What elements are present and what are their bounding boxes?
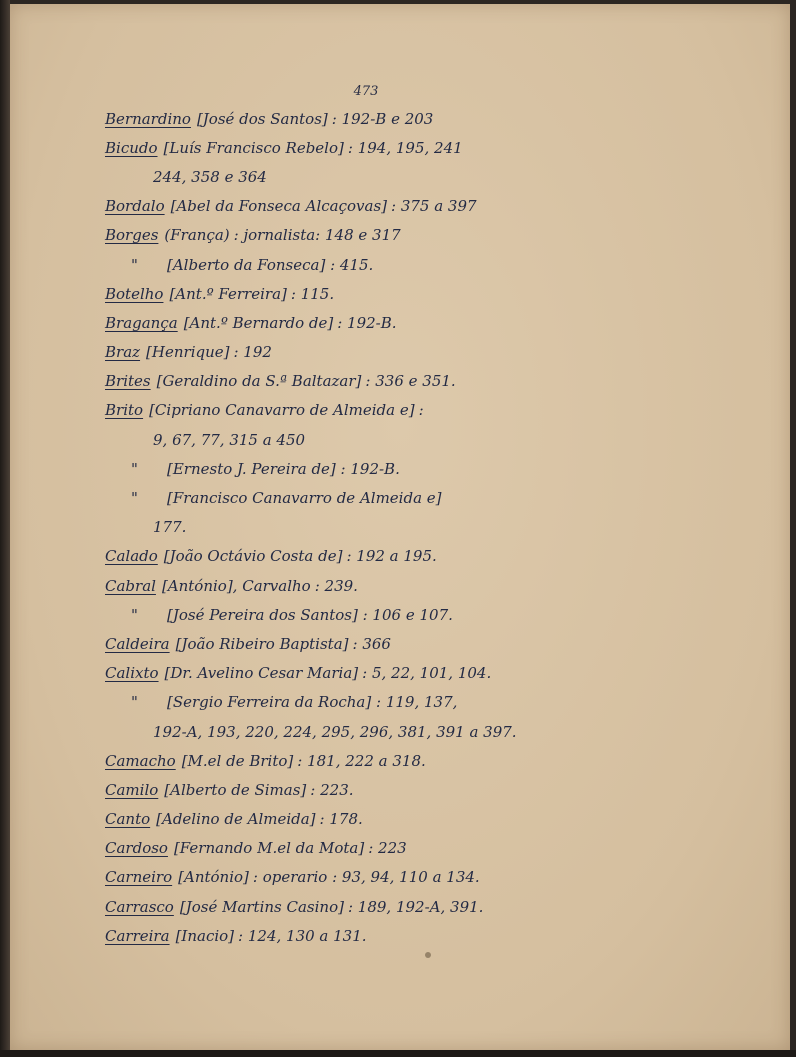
entry-given-name: [José dos Santos] — [196, 109, 328, 128]
entry-given-name: [Adelino de Almeida] — [156, 810, 316, 829]
entry-page-refs: : 192-B e 203 — [331, 109, 434, 128]
index-entry-ditto — [105, 454, 765, 483]
entry-surname: Braz — [105, 343, 141, 362]
entry-given-name: [Geraldino da S.ª Baltazar] — [156, 372, 362, 391]
entry-given-name: [Ant.º Bernardo de] — [183, 313, 334, 332]
entry-page-refs: : — [418, 401, 424, 420]
entry-given-name: [Henrique] — [146, 343, 230, 362]
entry-surname: Cardoso — [105, 839, 168, 858]
entry-given-name: (França) — [164, 226, 230, 245]
entry-page-refs: : 178. — [319, 810, 363, 829]
entry-page-refs: : 375 a 397 — [391, 197, 477, 216]
entry-given-name: [Alberto de Simas] — [164, 780, 307, 799]
entry-page-refs: : 189, 192-A, 391. — [347, 897, 484, 916]
index-entry — [105, 921, 765, 950]
entry-surname: Canto — [105, 810, 151, 829]
entry-given-name: [José Martins Casino] — [179, 897, 344, 916]
entry-given-name: [António], Carvalho — [161, 576, 311, 595]
entry-surname: Carneiro — [105, 868, 173, 887]
index-entry — [105, 775, 765, 804]
ditto-mark: " — [131, 489, 138, 508]
entry-surname: Calixto — [105, 664, 159, 683]
entry-surname: Calado — [105, 547, 158, 566]
entry-surname: Bicudo — [105, 138, 158, 157]
entry-page-refs: : 239. — [314, 576, 358, 595]
entry-given-name: [Cipriano Canavarro de Almeida e] — [149, 401, 415, 420]
book-spine-shadow — [0, 0, 10, 1057]
ditto-entry-text: [José Pereira dos Santos] : 106 e 107. — [167, 605, 453, 624]
index-entry — [105, 104, 765, 133]
page-number: 473 — [353, 84, 379, 99]
index-entry — [105, 746, 765, 775]
index-entry — [105, 863, 765, 892]
index-entry — [105, 834, 765, 863]
index-entry — [105, 367, 765, 396]
entry-surname: Carreira — [105, 926, 170, 945]
ditto-entry-text: [Francisco Canavarro de Almeida e] — [167, 489, 442, 508]
index-entry-continuation — [105, 513, 765, 542]
index-entry-continuation — [105, 425, 765, 454]
ink-spot — [425, 952, 431, 958]
index-entry-continuation — [105, 717, 765, 746]
entry-given-name: [Inacio] — [175, 926, 235, 945]
index-entry — [105, 279, 765, 308]
page-bottom-edge — [0, 1050, 796, 1057]
entry-given-name: [M.el de Brito] — [181, 751, 294, 770]
index-entry-ditto — [105, 483, 765, 512]
entry-given-name: [Dr. Avelino Cesar Maria] — [164, 664, 359, 683]
entry-surname: Borges — [105, 226, 159, 245]
entry-page-refs: : 5, 22, 101, 104. — [362, 664, 492, 683]
entry-page-refs: : 192 a 195. — [346, 547, 437, 566]
index-entry-continuation — [105, 162, 765, 191]
entry-page-refs: : 336 e 351. — [365, 372, 456, 391]
ditto-entry-text: [Alberto da Fonseca] : 415. — [167, 255, 374, 274]
entry-surname: Caldeira — [105, 634, 170, 653]
index-entry — [105, 542, 765, 571]
entry-surname: Brito — [105, 401, 144, 420]
entry-given-name: [Luís Francisco Rebelo] — [163, 138, 344, 157]
entry-page-refs: : 192-B. — [337, 313, 397, 332]
index-entry — [105, 221, 765, 250]
index-entry — [105, 659, 765, 688]
continuation-text: 192-A, 193, 220, 224, 295, 296, 381, 391 a 397. — [153, 722, 517, 741]
ditto-entry-text: [Sergio Ferreira da Rocha] : 119, 137, — [167, 693, 458, 712]
entry-given-name: [Fernando M.el da Mota] — [173, 839, 365, 858]
index-entry-ditto — [105, 688, 765, 717]
entry-given-name: [Ant.º Ferreira] — [169, 284, 287, 303]
entry-surname: Camilo — [105, 780, 159, 799]
entry-page-refs: : 181, 222 a 318. — [297, 751, 426, 770]
entry-surname: Bernardino — [105, 109, 191, 128]
continuation-text: 9, 67, 77, 315 a 450 — [153, 430, 306, 449]
entry-given-name: [António] — [178, 868, 249, 887]
index-entry — [105, 396, 765, 425]
entry-given-name: [João Octávio Costa de] — [163, 547, 343, 566]
entry-given-name: [Abel da Fonseca Alcaçovas] — [170, 197, 387, 216]
entry-surname: Brites — [105, 372, 151, 391]
continuation-text: 177. — [153, 518, 187, 537]
index-entry-ditto — [105, 250, 765, 279]
index-entry — [105, 892, 765, 921]
entry-page-refs: : 115. — [290, 284, 335, 303]
index-entry — [105, 338, 765, 367]
index-entry — [105, 805, 765, 834]
index-entry — [105, 571, 765, 600]
index-entry — [105, 133, 765, 162]
entry-page-refs: : 223 — [368, 839, 407, 858]
index-entry-ditto — [105, 600, 765, 629]
ditto-entry-text: [Ernesto J. Pereira de] : 192-B. — [167, 459, 400, 478]
entry-given-name: [João Ribeiro Baptista] — [175, 634, 349, 653]
entry-page-refs: : operario : 93, 94, 110 a 134. — [252, 868, 480, 887]
entry-page-refs: : 366 — [352, 634, 391, 653]
ditto-mark: " — [131, 459, 138, 478]
entry-page-refs: : 194, 195, 241 — [347, 138, 463, 157]
entry-surname: Botelho — [105, 284, 164, 303]
entry-page-refs: : jornalista: 148 e 317 — [233, 226, 401, 245]
index-entry — [105, 192, 765, 221]
ditto-mark: " — [131, 255, 138, 274]
entry-page-refs: : 124, 130 a 131. — [238, 926, 367, 945]
entry-page-refs: : 192 — [233, 343, 272, 362]
ditto-mark: " — [131, 605, 138, 624]
entry-surname: Bordalo — [105, 197, 165, 216]
index-entry — [105, 629, 765, 658]
entry-surname: Cabral — [105, 576, 156, 595]
continuation-text: 244, 358 e 364 — [153, 167, 267, 186]
entry-surname: Camacho — [105, 751, 176, 770]
entry-surname: Carrasco — [105, 897, 174, 916]
name-index-list — [105, 104, 765, 950]
entry-surname: Bragança — [105, 313, 178, 332]
index-entry — [105, 308, 765, 337]
ditto-mark: " — [131, 693, 138, 712]
entry-page-refs: : 223. — [310, 780, 354, 799]
